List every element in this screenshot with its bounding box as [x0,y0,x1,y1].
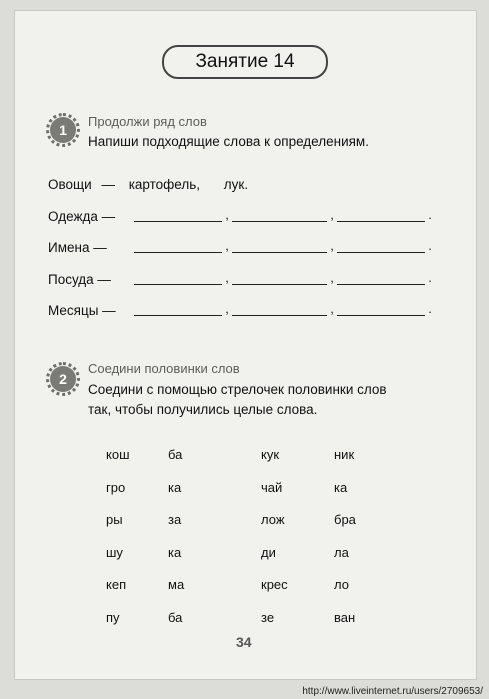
syllable[interactable]: ка [334,479,348,495]
syllable[interactable]: шу [106,544,123,560]
category-row: Посуда — [48,272,111,287]
answer-blank[interactable] [134,302,222,316]
answer-blank[interactable] [337,208,425,222]
left-first-halves [106,447,130,642]
answer-blanks: , , . [134,301,435,316]
syllable[interactable]: ры [106,512,123,527]
answer-blank[interactable] [232,239,327,253]
category-label: Одежда [48,209,98,224]
syllable[interactable]: кук [261,447,280,462]
category-label: Посуда [48,272,94,287]
syllable[interactable]: пу [106,609,120,625]
category-row: Имена — [48,240,107,255]
syllable[interactable]: кош [106,447,130,462]
lesson-title: Занятие 14 [195,51,295,72]
exercise-2-heading: Соедини половинки слов [88,361,240,376]
example-row [48,177,248,192]
syllable[interactable]: ба [168,609,183,625]
syllable[interactable]: ник [334,447,355,462]
syllable[interactable]: чай [261,479,283,495]
answer-blank[interactable] [337,302,425,316]
syllable[interactable]: кеп [106,577,127,592]
page-number: 34 [236,634,252,650]
syllable[interactable]: ба [168,447,183,462]
syllable[interactable]: гро [106,479,126,495]
answer-blank[interactable] [337,239,425,253]
example-dash: — [101,177,115,192]
answer-blanks: , , . [134,238,435,253]
exercise-2-instruction-line-2: так, чтобы получились целые слова. [88,402,318,417]
exercise-2-icon: 2 [50,366,76,392]
answer-blank[interactable] [232,208,327,222]
answer-blank[interactable] [232,302,327,316]
exercise-1-icon: 1 [50,117,76,143]
answer-blank[interactable] [337,271,425,285]
right-second-halves [334,447,356,642]
exercise-2-instruction-line-1: Соедини с помощью стрелочек половинки слов [88,382,387,397]
exercise-1-heading: Продолжи ряд слов [88,114,207,129]
syllable[interactable]: бра [334,512,356,527]
answer-blanks: , , . [134,270,435,285]
example-word-2: лук. [223,177,249,192]
exercise-1-instruction: Напиши подходящие слова к определениям. [88,134,369,149]
example-label: Овощи [48,177,92,192]
answer-blanks: , , . [134,207,435,222]
syllable[interactable]: за [168,512,182,527]
footer-url[interactable]: http://www.liveinternet.ru/users/2709653/ [302,686,483,697]
syllable[interactable]: зе [261,609,275,625]
category-label: Месяцы [48,303,99,318]
syllable[interactable]: ка [168,479,182,495]
category-row: Одежда — [48,209,116,224]
category-row: Месяцы — [48,303,116,318]
syllable[interactable]: ка [168,544,182,560]
answer-blank[interactable] [232,271,327,285]
left-second-halves [168,447,184,642]
example-word-1: картофель, [128,177,201,192]
syllable[interactable]: ма [168,577,185,592]
syllable[interactable]: ло [334,577,349,592]
answer-blank[interactable] [134,208,222,222]
lesson-title-frame [162,45,328,79]
answer-blank[interactable] [134,271,222,285]
syllable[interactable]: ван [334,609,356,625]
right-first-halves [261,447,288,642]
syllable[interactable]: лож [261,512,285,527]
syllable[interactable]: ла [334,544,349,560]
syllable[interactable]: крес [261,577,288,592]
category-label: Имена [48,240,90,255]
syllable[interactable]: ди [261,544,276,560]
answer-blank[interactable] [134,239,222,253]
